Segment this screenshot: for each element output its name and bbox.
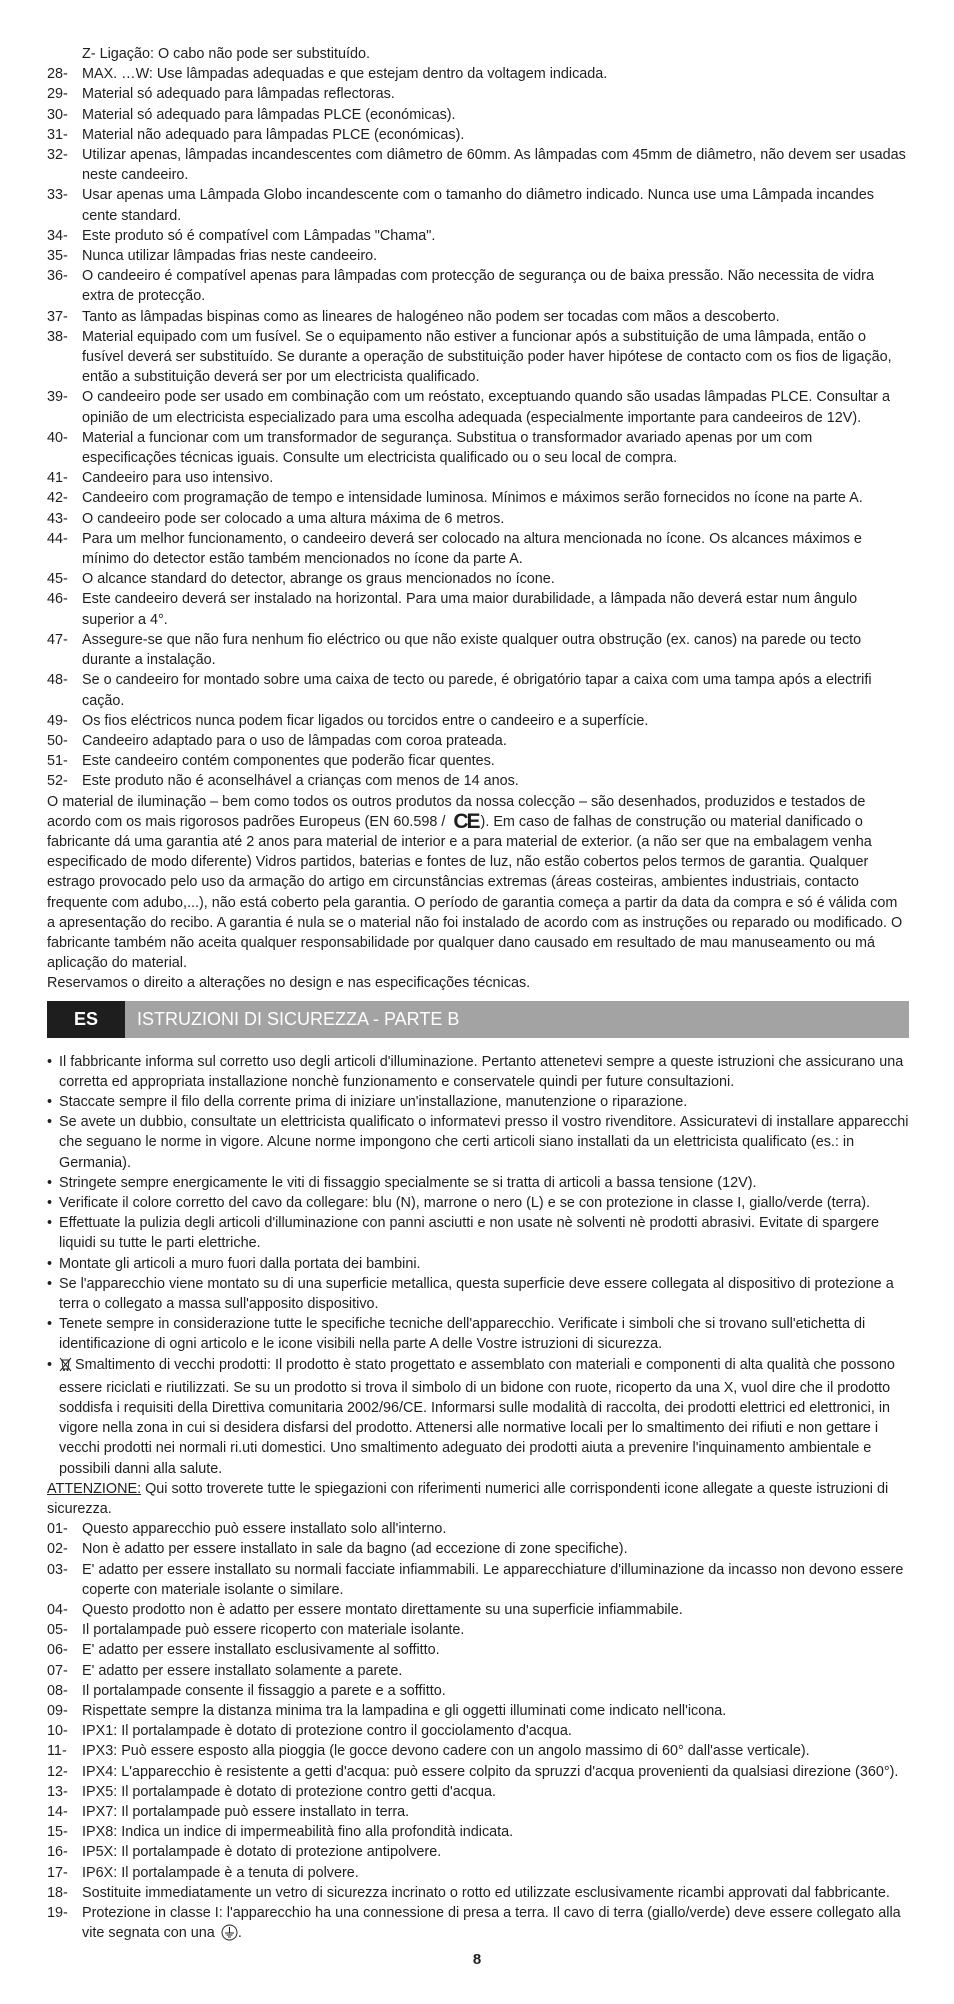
numbered-item <box>47 1620 909 1640</box>
pt-intro-line: Z- Ligação: O cabo não pode ser substituído. <box>82 46 370 62</box>
pt-numbered-list <box>47 64 909 791</box>
item-text: Questo apparecchio può essere installato solo all'interno. <box>82 1521 447 1538</box>
pt-warranty-before-ce: O material de iluminação – bem como todos os outros produtos da nossa colecção – são desenhados, produzidos e testados de acordo com os mais rigorosos padrões Europeus (EN 60.598 / <box>47 793 866 830</box>
bullet-marker: • <box>47 1275 53 1292</box>
item-number: 42- <box>47 490 68 507</box>
item-text: E' adatto per essere installato su normali facciate infiammabili. Le apparecchiature d'illuminazione da incasso non devono essere coperte con materiale isolante o similare. <box>82 1561 904 1598</box>
numbered-item <box>47 1802 909 1822</box>
bullet-text: Tenete sempre in considerazione tutte le specifiche tecniche dell'apparecchio. Verificate i simboli che si trovano sull'etichetta di identificazione di ogni articolo e le icone visibili nella parte A delle Vostre istruzioni di sicurezza. <box>59 1316 866 1353</box>
item-number: 04- <box>47 1602 68 1619</box>
it-attention-paragraph <box>47 1479 909 1519</box>
item-number: 10- <box>47 1723 68 1740</box>
item-number: 31- <box>47 126 68 143</box>
item-number: 01- <box>47 1521 68 1538</box>
item-number: 41- <box>47 470 68 487</box>
bullet-marker: • <box>47 1114 53 1131</box>
numbered-item <box>47 630 909 670</box>
item-number: 32- <box>47 147 68 164</box>
numbered-item <box>47 246 909 266</box>
numbered-item <box>47 1741 909 1761</box>
item-text: Material equipado com um fusível. Se o equipamento não estiver a funcionar após a substituição de uma lâmpada, então o fusível deverá ser substituído. Se durante a operação de substituição poder haver hipótese de contacto com os fios de ligação, então a substituição deverá ser por um electricista qualificado. <box>82 328 892 386</box>
bullet-marker: • <box>47 1316 53 1333</box>
bullet-item <box>47 1213 909 1253</box>
numbered-item <box>47 1903 909 1947</box>
bullet-item <box>47 1092 909 1112</box>
item-number: 35- <box>47 248 68 265</box>
bullet-item <box>47 1355 909 1479</box>
item-text: IPX5: Il portalampade è dotato di protezione contro getti d'acqua. <box>82 1783 496 1800</box>
item-text: Material só adequado para lâmpadas PLCE (económicas). <box>82 106 456 123</box>
item-text: Nunca utilizar lâmpadas frias neste candeeiro. <box>82 248 378 265</box>
item-number: 50- <box>47 732 68 749</box>
bullet-marker: • <box>47 1215 53 1232</box>
numbered-item <box>47 145 909 185</box>
numbered-item <box>47 125 909 145</box>
item-text: MAX. …W: Use lâmpadas adequadas e que estejam dentro da voltagem indicada. <box>82 66 608 83</box>
bullet-text: Effettuate la pulizia degli articoli d'illuminazione con panni asciutti e non usate nè solventi nè prodotti abrasivi. Evitate di spargere liquidi su tutte le parti elettriche. <box>59 1215 880 1252</box>
item-number: 45- <box>47 571 68 588</box>
item-number: 06- <box>47 1642 68 1659</box>
item-number: 30- <box>47 106 68 123</box>
item-number: 28- <box>47 66 68 83</box>
item-number: 44- <box>47 530 68 547</box>
item-number: 48- <box>47 672 68 689</box>
item-number: 14- <box>47 1804 68 1821</box>
item-text: IPX8: Indica un indice di impermeabilità fino alla profondità indicata. <box>82 1824 514 1841</box>
bullet-marker: • <box>47 1255 53 1272</box>
pt-reserve-line: Reservamos o direito a alterações no design e nas especificações técnicas. <box>47 975 531 992</box>
item-text: E' adatto per essere installato solamente a parete. <box>82 1662 403 1679</box>
item-text: Sostituite immediatamente un vetro di sicurezza incrinato o rotto ed utilizzate esclusivamente ricambi approvati dal fabbricante. <box>82 1884 890 1901</box>
bullet-text: Il fabbricante informa sul corretto uso degli articoli d'illuminazione. Pertanto attenetevi sempre a queste istruzioni che assicurano una corretta ed appropriata installazione nonchè funzionamento e conservatele quindi per future consultazioni. <box>59 1053 904 1090</box>
item-number: 46- <box>47 591 68 608</box>
numbered-item <box>47 731 909 751</box>
numbered-item <box>47 387 909 427</box>
item-text: IP6X: Il portalampade è a tenuta di polvere. <box>82 1864 359 1881</box>
bullet-item <box>47 1112 909 1173</box>
numbered-item <box>47 307 909 327</box>
numbered-item <box>47 771 909 791</box>
item-number: 11- <box>47 1743 67 1760</box>
pt-warranty-paragraph <box>47 792 909 974</box>
item-text: Il portalampade consente il fissaggio a parete e a soffitto. <box>82 1682 446 1699</box>
numbered-item <box>47 751 909 771</box>
item-text: Material não adequado para lâmpadas PLCE (económicas). <box>82 126 465 143</box>
bullet-item <box>47 1173 909 1193</box>
item-text: IPX1: Il portalampade è dotato di protezione contro il gocciolamento d'acqua. <box>82 1723 572 1740</box>
item-number: 29- <box>47 86 68 103</box>
item-number: 51- <box>47 753 68 770</box>
item-number: 33- <box>47 187 68 204</box>
it-attention-label: ATTENZIONE: <box>47 1480 142 1497</box>
item-text: Rispettate sempre la distanza minima tra la lampadina e gli oggetti illuminati come indicato nell'icona. <box>82 1703 727 1720</box>
numbered-item <box>47 1883 909 1903</box>
numbered-item <box>47 711 909 731</box>
item-text: O candeeiro é compatível apenas para lâmpadas com protecção de segurança ou de baixa pressão. Não necessita de vidra extra de protecção. <box>82 268 874 305</box>
bullet-text: Se l'apparecchio viene montato su di una superficie metallica, questa superficie deve essere collegata al dispositivo di protezione a terra o collegato a massa sull'apposito dispositivo. <box>59 1275 894 1312</box>
numbered-item <box>47 468 909 488</box>
pt-warranty-after-ce: ). Em caso de falhas de construção ou material danificado o fabricante dá uma garantia até 2 anos para material de interior e a para material de exterior. (a não ser que na embalagem venha especificado de modo diferente) Vidros partidos, baterias e fontes de luz, não estão cobertos pelos termos de garantia. Qualquer estrago provocado pelo uso da armação do artigo em circunstâncias extremas (áreas costeiras, ambientes industriais, contacto frequente com adubo,...), não está coberto pela garantia. O período de garantia começa a partir da data da compra e só é válida com a apresentação do recibo. A garantia é nula se o material não foi instalado de acordo com as instruções ou reparado ou modificado. O fabricante também não aceita qualquer responsabilidade por qualquer dano causado em resultado de mau manuseamento ou má aplicação do material. <box>47 813 903 972</box>
item-text: Non è adatto per essere installato in sale da bagno (ad eccezione di zone specifiche). <box>82 1541 628 1558</box>
item-text: Este produto só é compatível com Lâmpadas "Chama". <box>82 227 436 244</box>
earth-ground-icon <box>221 1924 238 1947</box>
section-title: ISTRUZIONI DI SICUREZZA - PARTE B <box>137 1008 460 1029</box>
item-number: 38- <box>47 328 68 345</box>
item-text: IPX7: Il portalampade può essere installato in terra. <box>82 1804 410 1821</box>
bullet-marker: • <box>47 1194 53 1211</box>
bullet-item <box>47 1274 909 1314</box>
item-number: 36- <box>47 268 68 285</box>
numbered-item <box>47 1539 909 1559</box>
bullet-text: Se avete un dubbio, consultate un elettricista qualificato o informatevi presso il vostro rivenditore. Assicuratevi di installare apparecchi che seguano le norme in vigore. Alcune norme impongono che certi articoli siano installati da un elettricista qualificato (es.: in Germania). <box>59 1114 909 1171</box>
item-text: O candeeiro pode ser colocado a uma altura máxima de 6 metros. <box>82 510 505 527</box>
bullet-marker: • <box>47 1356 53 1373</box>
item-text: Material a funcionar com um transformador de segurança. Substitua o transformador avariado apenas por um com especificações técnicas iguais. Consulte um electricista qualificado ou o seu local de compra. <box>82 429 813 467</box>
item-number: 43- <box>47 510 68 527</box>
item-number: 13- <box>47 1783 68 1800</box>
item-text: IPX4: L'apparecchio è resistente a getti d'acqua: può essere colpito da spruzzi d'acqua provenienti da qualsiasi direzione (360°). <box>82 1763 899 1780</box>
bullet-marker: • <box>47 1174 53 1191</box>
item-number: 19- <box>47 1905 68 1922</box>
bullet-text: Stringete sempre energicamente le viti di fissaggio specialmente se si tratta di articoli a bassa tensione (12V). <box>59 1174 757 1191</box>
numbered-item <box>47 1782 909 1802</box>
item-number: 08- <box>47 1682 68 1699</box>
item-text: IP5X: Il portalampade è dotato di protezione antipolvere. <box>82 1844 442 1861</box>
numbered-item <box>47 1762 909 1782</box>
item-text: O candeeiro pode ser usado em combinação com um reóstato, exceptuando quando são usadas lâmpadas PLCE. Consultar a opinião de um electricista especializado para uma escolha adequada (especialmente importante para candeeiros de 12V). <box>82 389 890 426</box>
bullet-marker: • <box>47 1053 53 1070</box>
item-number: 49- <box>47 712 68 729</box>
it-attention-text: Qui sotto troverete tutte le spiegazioni con riferimenti numerici alle corrispondenti icone allegate a queste istruzioni di sicurezza. <box>47 1480 889 1518</box>
numbered-item <box>47 529 909 569</box>
item-number: 03- <box>47 1561 68 1578</box>
numbered-item <box>47 64 909 84</box>
bullet-text: Montate gli articoli a muro fuori dalla portata dei bambini. <box>59 1255 421 1272</box>
ce-mark: CE <box>453 809 479 833</box>
item-text: Tanto as lâmpadas bispinas como as lineares de halogéneo não podem ser tocadas com mãos a descoberto. <box>82 308 780 325</box>
item-text: Il portalampade può essere ricoperto con materiale isolante. <box>82 1622 465 1639</box>
numbered-item <box>47 84 909 104</box>
numbered-item <box>47 1721 909 1741</box>
numbered-item <box>47 488 909 508</box>
bullet-item <box>47 1254 909 1274</box>
it-numbered-list <box>47 1519 909 1903</box>
item-text: IPX3: Può essere esposto alla pioggia (le gocce devono cadere con un angolo massimo di 60° dall'asse verticale). <box>82 1743 810 1760</box>
section-header-bar <box>47 1001 909 1038</box>
item-text: Este produto não é aconselhável a crianças com menos de 14 anos. <box>82 773 519 790</box>
numbered-item <box>47 1701 909 1721</box>
numbered-item <box>47 266 909 306</box>
numbered-item <box>47 1661 909 1681</box>
item-number: 15- <box>47 1824 68 1841</box>
numbered-item <box>47 1519 909 1539</box>
page-number: 8 <box>472 1951 482 1968</box>
item-text: Candeeiro para uso intensivo. <box>82 470 274 487</box>
item-text: Candeeiro com programação de tempo e intensidade luminosa. Mínimos e máximos serão fornecidos no ícone na parte A. <box>82 490 863 507</box>
bullet-marker: • <box>47 1093 53 1110</box>
bullet-item <box>47 1052 909 1092</box>
numbered-item <box>47 1863 909 1883</box>
item-number: 18- <box>47 1884 68 1901</box>
item-number: 07- <box>47 1662 68 1679</box>
item-text: Este candeeiro deverá ser instalado na horizontal. Para uma maior durabilidade, a lâmpada não deverá estar num ângulo superior a 4°. <box>82 591 858 628</box>
item-number: 17- <box>47 1864 68 1881</box>
it-disposal-text: Smaltimento di vecchi prodotti: Il prodotto è stato progettato e assemblato con materiali e componenti di alta qualità che possono essere riciclati e riutilizzati. Se su un prodotto si trova il simbolo di un bidone con ruote, ricoperto da una X, vuol dire che il prodotto soddisfa i requisiti della Direttiva comunitaria 2002/96/CE. Informarsi sulle modalità di raccolta, dei prodotti elettrici ed elettronici, in vigore nella zona in cui si desidera disfarsi del prodotto. Attenersi alle normative locali per lo smaltimento dei rifiuti e non gettare i vecchi prodotti nei normali ri.uti domestici. Uno smaltimento adeguato dei prodotti aiuta a prevenire l'inquinamento ambientale e possibili danni alla salute. <box>59 1356 895 1477</box>
item-end: . <box>237 1925 242 1942</box>
item-text: Utilizar apenas, lâmpadas incandescentes com diâmetro de 60mm. As lâmpadas com 45mm de diâmetro, não devem ser usadas neste candeeiro. <box>82 147 906 184</box>
item-text: Candeeiro adaptado para o uso de lâmpadas com coroa prateada. <box>82 732 507 749</box>
item-number: 05- <box>47 1622 68 1639</box>
numbered-item <box>47 1842 909 1862</box>
numbered-item <box>47 509 909 529</box>
item-number: 37- <box>47 308 68 325</box>
numbered-item <box>47 327 909 388</box>
numbered-item <box>47 105 909 125</box>
numbered-item <box>47 670 909 710</box>
it-disposal-bullet <box>47 1355 909 1479</box>
item-text: E' adatto per essere installato esclusivamente al soffitto. <box>82 1642 440 1659</box>
bullet-item <box>47 1193 909 1213</box>
bullet-text: Staccate sempre il filo della corrente prima di iniziare un'installazione, manutenzione o riparazione. <box>59 1093 688 1110</box>
item-text: Assegure-se que não fura nenhum fio eléctrico ou que não existe qualquer outra obstrução (ex. canos) na parede ou tecto durante a instalação. <box>82 631 862 669</box>
bullet-text: Verificate il colore corretto del cavo da collegare: blu (N), marrone o nero (L) e se con protezione in classe I, giallo/verde (terra). <box>59 1194 871 1211</box>
item-text: Os fios eléctricos nunca podem ficar ligados ou torcidos entre o candeeiro e a superfície. <box>82 712 649 729</box>
item-number: 52- <box>47 773 68 790</box>
numbered-item <box>47 1600 909 1620</box>
numbered-item <box>47 1560 909 1600</box>
language-tag: ES <box>47 1001 125 1038</box>
item-number: 02- <box>47 1541 68 1558</box>
item-text: Protezione in classe I: l'apparecchio ha una connessione di presa a terra. Il cavo di terra (giallo/verde) deve essere collegato alla vite segnata con una <box>82 1905 901 1942</box>
item-number: 16- <box>47 1844 68 1861</box>
numbered-item <box>47 569 909 589</box>
item-number: 09- <box>47 1703 68 1720</box>
numbered-item <box>47 1640 909 1660</box>
numbered-item <box>47 1822 909 1842</box>
numbered-item <box>47 226 909 246</box>
item-text: Para um melhor funcionamento, o candeeiro deverá ser colocado na altura mencionada no ícone. Os alcances máximos e mínimo do detector estão também mencionados no ícone da parte A. <box>82 530 862 568</box>
item-text: Este candeeiro contém componentes que poderão ficar quentes. <box>82 753 495 770</box>
item-text: Se o candeeiro for montado sobre uma caixa de tecto ou parede, é obrigatório tapar a caixa com uma tampa após a electrifi cação. <box>82 672 872 709</box>
it-bullet-list <box>47 1052 909 1355</box>
item-text: Questo prodotto non è adatto per essere montato direttamente su una superficie infiammabile. <box>82 1602 683 1619</box>
item-number: 39- <box>47 389 68 406</box>
item-number: 40- <box>47 429 68 446</box>
crossed-wheelie-bin-icon <box>59 1357 72 1378</box>
it-item-19-list <box>47 1903 909 1947</box>
item-text: O alcance standard do detector, abrange os graus mencionados no ícone. <box>82 571 555 588</box>
numbered-item <box>47 589 909 629</box>
bullet-item <box>47 1314 909 1354</box>
page <box>47 44 909 1947</box>
item-text: Usar apenas uma Lâmpada Globo incandescente com o tamanho do diâmetro indicado. Nunca use uma Lâmpada incandes cente standard. <box>82 187 874 224</box>
numbered-item <box>47 1681 909 1701</box>
item-number: 34- <box>47 227 68 244</box>
item-number: 12- <box>47 1763 68 1780</box>
numbered-item <box>47 428 909 468</box>
item-text: Material só adequado para lâmpadas reflectoras. <box>82 86 395 103</box>
item-number: 47- <box>47 631 68 648</box>
numbered-item <box>47 185 909 225</box>
